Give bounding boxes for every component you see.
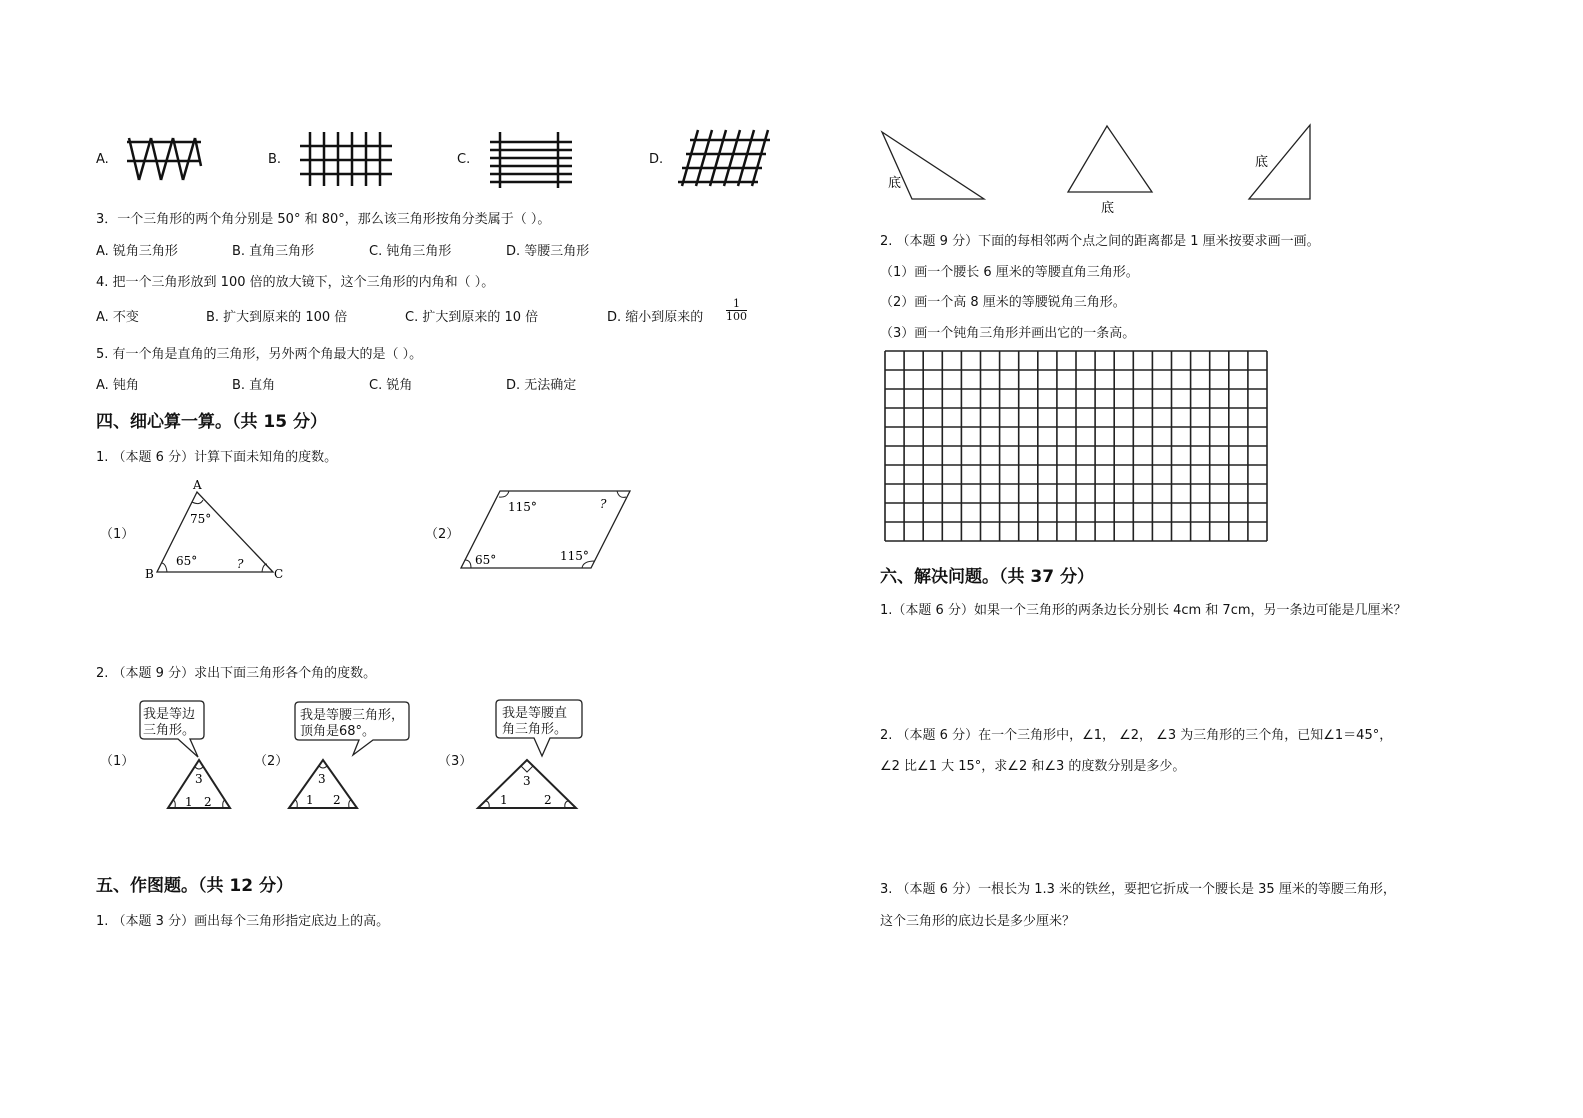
angle-3-label: 3 [318,772,326,786]
angle-2-label: 2 [544,793,552,807]
triangle-abc-figure [140,478,290,583]
angle-1-label: 1 [185,795,193,809]
option-c-label: C. [457,152,471,167]
q4-fraction [726,298,747,323]
q4-option-d: D. 缩小到原来的 [607,310,704,325]
fraction-denominator: 100 [726,310,747,323]
base-label: 底 [888,176,902,191]
s6-q1-text: 1.（本题 6 分）如果一个三角形的两条边长分别长 4cm 和 7cm，另一条边可能是几厘米？ [880,603,1407,618]
pattern-d-figure [678,128,773,190]
q4-text: 4. 把一个三角形放到 100 倍的放大镜下，这个三角形的内角和（ ）。 [96,275,495,290]
q5-option-c: C. 锐角 [369,378,413,393]
bubble-1-line2: 三角形。 [143,723,196,738]
s5-q2-item-2: （2）画一个高 8 厘米的等腰锐角三角形。 [880,295,1126,310]
angle-c-unknown: ? [237,557,244,571]
s5-q2-item-3: （3）画一个钝角三角形并画出它的一条高。 [880,326,1136,341]
vertex-a-label: A [193,478,202,492]
right-triangle-figure [1243,120,1318,205]
q5-option-a: A. 钝角 [96,378,139,393]
q3-option-b: B. 直角三角形 [232,244,315,259]
q3-option-c: C. 钝角三角形 [369,244,452,259]
vertex-c-label: C [274,567,284,581]
pattern-b-figure [300,132,395,188]
s6-q2-line2: ∠2 比∠1 大 15°，求∠2 和∠3 的度数分别是多少。 [880,759,1186,774]
angle-1-label: 1 [306,793,314,807]
angle-bottom-left: 65° [475,553,497,567]
equilateral-triangle-figure [164,757,236,815]
vertex-b-label: B [145,567,154,581]
bubble-2-line1: 我是等腰三角形， [300,708,405,723]
s5-q2-item-1: （1）画一个腰长 6 厘米的等腰直角三角形。 [880,265,1139,280]
pattern-c-figure [490,132,575,190]
s4q2-fig1-label: （1） [100,754,135,769]
q5-option-d: D. 无法确定 [506,378,577,393]
fraction-numerator: 1 [726,298,747,311]
s4-q2-text: 2. （本题 9 分）求出下面三角形各个角的度数。 [96,666,377,681]
angle-2-label: 2 [333,793,341,807]
angle-top-right: ? [600,497,607,511]
s4-fig2-label: （2） [425,527,460,542]
q4-option-b: B. 扩大到原来的 100 倍 [206,310,348,325]
angle-top-left: 115° [508,500,537,514]
bubble-1-line1: 我是等边 [143,707,196,722]
q5-text: 5. 有一个角是直角的三角形，另外两个角最大的是（ ）。 [96,347,423,362]
s6-q2-line1: 2. （本题 6 分）在一个三角形中，∠1， ∠2， ∠3 为三角形的三个角，已知∠1＝45°， [880,728,1393,743]
s4q2-fig3-label: （3） [438,754,473,769]
base-label: 底 [1101,201,1115,216]
angle-a-value: 75° [190,512,212,526]
drawing-grid[interactable] [884,350,1268,542]
acute-triangle-figure [1062,120,1162,218]
section-4-title: 四、细心算一算。（共 15 分） [96,412,327,432]
s5-q1-text: 1. （本题 3 分）画出每个三角形指定底边上的高。 [96,914,390,929]
s4-q1-text: 1. （本题 6 分）计算下面未知角的度数。 [96,450,338,465]
s6-q3-line1: 3. （本题 6 分）一根长为 1.3 米的铁丝，要把它折成一个腰长是 35 厘米的等腰三角形， [880,882,1396,897]
section-6-title: 六、解决问题。（共 37 分） [880,567,1094,587]
bubble-3-line2: 角三角形。 [502,722,568,737]
base-label: 底 [1255,155,1269,170]
isosceles-triangle-figure [285,757,365,815]
bubble-2-line2: 顶角是68°。 [300,724,376,739]
q5-option-b: B. 直角 [232,378,276,393]
section-5-title: 五、作图题。（共 12 分） [96,876,293,896]
angle-3-label: 3 [523,774,531,788]
s4-fig1-label: （1） [100,527,135,542]
parallelogram-figure [455,485,640,575]
q3-text: 3．一个三角形的两个角分别是 50° 和 80°，那么该三角形按角分类属于（ ）。 [96,212,551,227]
option-b-label: B. [268,152,282,167]
angle-2-label: 2 [204,795,212,809]
bubble-3-line1: 我是等腰直 [502,706,568,721]
angle-b-value: 65° [176,554,198,568]
angle-3-label: 3 [195,772,203,786]
angle-bottom-right: 115° [560,549,589,563]
angle-1-label: 1 [500,793,508,807]
obtuse-triangle-figure [876,126,991,206]
option-a-label: A. [96,152,109,167]
q4-option-a: A. 不变 [96,310,139,325]
q3-option-a: A. 锐角三角形 [96,244,178,259]
s4q2-fig2-label: （2） [254,754,289,769]
q3-option-d: D. 等腰三角形 [506,244,590,259]
isosceles-right-triangle-figure [474,757,584,815]
pattern-a-figure [125,136,205,184]
s5-q2-text: 2. （本题 9 分）下面的每相邻两个点之间的距离都是 1 厘米按要求画一画。 [880,234,1320,249]
s6-q3-line2: 这个三角形的底边长是多少厘米？ [880,914,1076,929]
option-d-label: D. [649,152,664,167]
q4-option-c: C. 扩大到原来的 10 倍 [405,310,539,325]
